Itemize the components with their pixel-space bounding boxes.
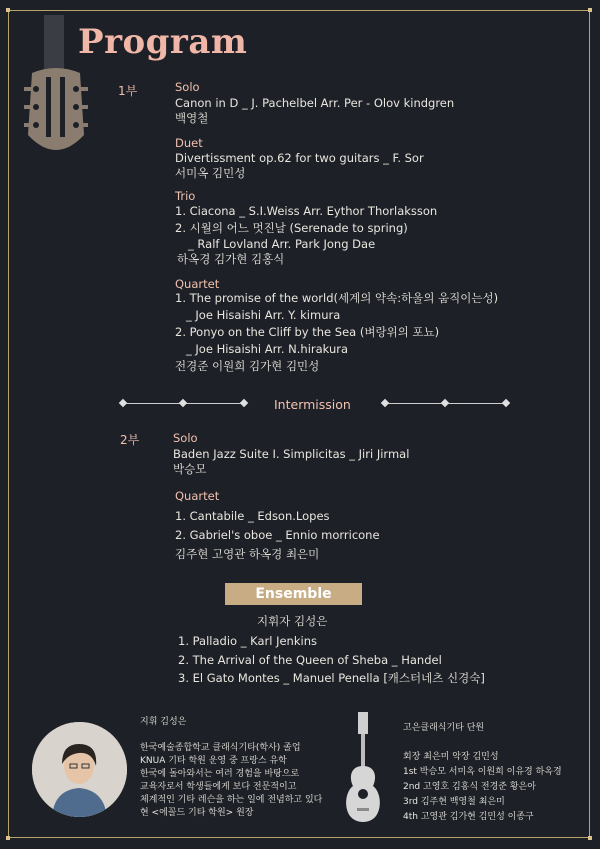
part1-duet-piece: Divertissment op.62 for two guitars _ F. Sor [175, 151, 424, 165]
members-title: 고은클래식기타 단원 [403, 723, 485, 733]
ensemble-piece: 2. The Arrival of the Queen of Sheba _ Handel [178, 653, 442, 667]
members-line: 회장 최은미 악장 김민성 [403, 752, 499, 762]
part1-trio-line: 1. Ciacona _ S.I.Weiss Arr. Eythor Thorlaksson [175, 204, 438, 218]
border-corner [588, 8, 592, 12]
part1-trio-line: 2. 시월의 어느 멋진날 (Serenade to spring) [175, 221, 408, 235]
part2-solo-players: 박승모 [173, 462, 207, 476]
part1-trio-heading: Trio [175, 189, 196, 203]
part1-quartet-line: _ Joe Hisaishi Arr. Y. kimura [186, 308, 341, 322]
members-line: 4th 고영관 김가현 김민성 이종구 [403, 812, 534, 822]
part1-duet-players: 서미옥 김민성 [175, 166, 246, 180]
profile-line: KNUA 기타 학원 운영 중 프랑스 유학 [140, 756, 287, 766]
profile-title: 지휘 김성은 [140, 717, 187, 727]
profile-line: 교육자로서 학생들에게 보다 전문적이고 [140, 782, 297, 792]
part1-solo-piece: Canon in D _ J. Pachelbel Arr. Per - Olov kindgren [175, 96, 455, 110]
part1-quartet-players: 전경준 이원희 김가현 김민성 [175, 359, 320, 373]
part2-solo-heading: Solo [173, 431, 198, 445]
guitar-icon [340, 712, 386, 824]
members-line: 2nd 고영호 김홍식 전경준 황은아 [403, 782, 536, 792]
part1-solo-heading: Solo [175, 80, 200, 94]
part1-trio-line: _ Ralf Lovland Arr. Park Jong Dae [188, 237, 376, 251]
border-corner [588, 836, 592, 840]
part1-quartet-line: _ Joe Hisaishi Arr. N.hirakura [186, 342, 349, 356]
part2-quartet-line: 1. Cantabile _ Edson.Lopes [175, 509, 330, 523]
part1-quartet-heading: Quartet [175, 277, 220, 291]
part1-solo-players: 백영철 [175, 111, 209, 125]
part2-quartet-line: 2. Gabriel's oboe _ Ennio morricone [175, 528, 380, 542]
part2-solo-piece: Baden Jazz Suite I. Simplicitas _ Jiri Jirmal [173, 447, 410, 461]
page-title: Program [78, 22, 248, 62]
border-corner [6, 8, 10, 12]
part1-duet-heading: Duet [175, 136, 203, 150]
profile-line: 한국예술종합학교 클래식기타(학사) 졸업 [140, 743, 301, 753]
part2-quartet-heading: Quartet [175, 489, 220, 503]
members-line: 1st 박승모 서미옥 이원희 이유경 하옥경 [403, 767, 562, 777]
ensemble-conductor: 지휘자 김성은 [257, 614, 328, 628]
members-line: 3rd 김주현 백영철 최은미 [403, 797, 505, 807]
part2-label: 2부 [120, 433, 140, 447]
profile-line: 한국에 돌아와서는 여러 경험을 바탕으로 [140, 769, 300, 779]
part2-quartet-players: 김주현 고영관 하옥경 최은미 [175, 547, 320, 561]
part1-quartet-line: 2. Ponyo on the Cliff by the Sea (벼랑위의 포뇨) [175, 325, 440, 339]
intermission-label: Intermission [274, 397, 351, 412]
part1-label: 1부 [118, 84, 138, 98]
part1-trio-players: 하옥경 김가현 김홍식 [177, 252, 285, 266]
ensemble-piece: 1. Palladio _ Karl Jenkins [178, 634, 317, 648]
part1-quartet-line: 1. The promise of the world(세계의 약속:하울의 움직이는성) [175, 291, 499, 305]
ensemble-banner: Ensemble [225, 583, 362, 605]
conductor-photo [32, 722, 127, 817]
profile-line: 체계적인 기타 레슨을 하는 일에 전념하고 있다 [140, 795, 323, 805]
ensemble-piece: 3. El Gato Montes _ Manuel Penella [캐스터네츠 신경숙] [178, 671, 485, 685]
border-corner [6, 836, 10, 840]
profile-line: 현 <에꼴드 기타 학원> 원장 [140, 808, 254, 818]
page-border [8, 10, 590, 838]
